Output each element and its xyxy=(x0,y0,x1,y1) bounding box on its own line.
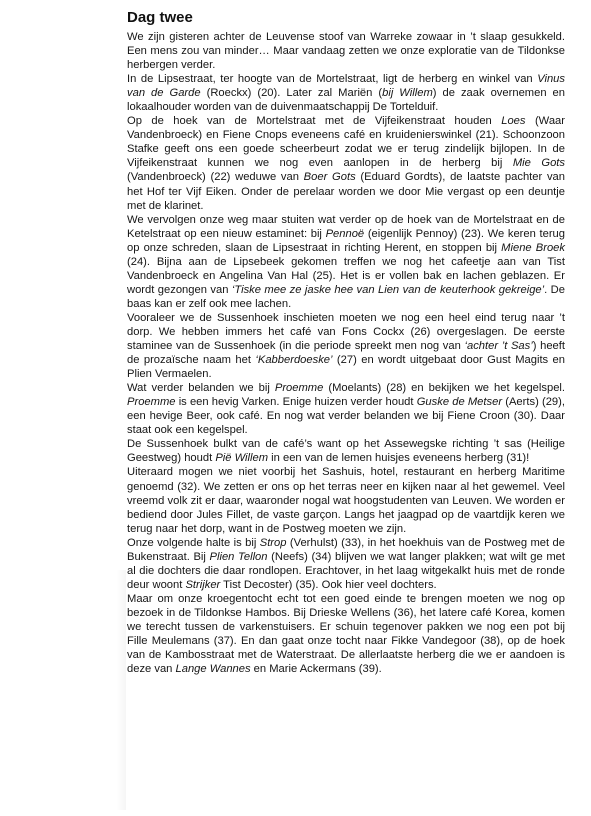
text-run: (24). Bijna aan de Lipsebeek gekomen treffen we nog het cafeetje aan van Tist Vandenbroeck en Angelina Van Hal (25). Het is er vollen bak en lachen geblazen. Er wordt gezongen van xyxy=(127,255,565,296)
text-run: (Vandenbroeck) (22) weduwe van xyxy=(127,171,304,184)
text-run: (Eduard Gordts), de laatste pachter van het Hof ter Vijf Eiken. Onder de perelaar worden we door Mie vergast op een deuntje met de klarinet. xyxy=(127,171,566,212)
italic-text-run: bij Willem xyxy=(382,87,433,100)
text-run: (eigenlijk Pennoy) (23). We keren terug op onze schreden, slaan de Lipsestraat in richting Herent, en stoppen bij xyxy=(127,227,565,254)
text-run: (27) en wordt uitgebaat door Gust Magits en Plien Vermaelen. xyxy=(127,354,566,381)
italic-text-run: Boer Gots xyxy=(303,171,356,184)
text-run: ) de zaak overnemen en lokaalhouder worden van de duivenmaatschappij De Tortelduif. xyxy=(127,87,565,114)
text-run: Tist Decoster) (35). Ook hier veel dochters. xyxy=(220,578,437,591)
paragraph xyxy=(127,213,565,311)
paragraph xyxy=(127,536,565,592)
paragraph xyxy=(127,30,565,72)
text-run: We vervolgen onze weg maar stuiten wat verder op de hoek van de Mortelstraat en de Ketelstraat op een nieuw estaminet: bij xyxy=(127,213,565,240)
text-run: Wat verder belanden we bij xyxy=(127,382,275,395)
paragraph xyxy=(127,114,565,212)
text-run: (Roeckx) (20). Later zal Mariën ( xyxy=(200,87,383,100)
italic-text-run: Proemme xyxy=(127,396,176,409)
text-run: Onze volgende halte is bij xyxy=(127,536,260,549)
text-run: (Neefs) (34) blijven we wat langer plakken; wat wilt ge met al die dochters die daar rondlopen. Erachtover, in het laag witgekalkt huis met de ronde deur woont xyxy=(127,550,565,591)
paragraph xyxy=(127,437,565,465)
italic-text-run: Pennoë xyxy=(325,227,365,240)
text-run: en Marie Ackermans (39). xyxy=(250,663,382,676)
paragraph xyxy=(127,592,565,676)
italic-text-run: Proemme xyxy=(274,382,324,395)
text-run: (Verhulst) (33), in het hoekhuis van de Postweg met de Bukenstraat. Bij xyxy=(127,536,565,563)
text-run: is een hevig Varken. Enige huizen verder houdt xyxy=(175,396,417,409)
italic-text-run: ‘achter ’t Sas’ xyxy=(464,340,533,353)
paragraph xyxy=(127,381,565,437)
text-run: . De baas kan er zelf ook mee lachen. xyxy=(127,283,565,310)
text-run: De Sussenhoek bulkt van de café’s want op het Assewegske richting ’t sas (Heilige Geestweg) houdt xyxy=(127,438,565,465)
italic-text-run: Vinus van de Garde xyxy=(127,73,565,100)
italic-text-run: Plien Tellon xyxy=(209,550,268,563)
scan-edge-shadow xyxy=(116,570,126,810)
text-run: In de Lipsestraat, ter hoogte van de Mortelstraat, ligt de herberg en winkel van xyxy=(127,73,538,86)
italic-text-run: Strijker xyxy=(185,578,221,591)
paragraph xyxy=(127,465,565,535)
text-run: in een van de lemen huisjes eveneens herberg (31)! xyxy=(268,452,530,465)
text-run: (Moelants) (28) en bekijken we het kegelspel. xyxy=(323,382,566,395)
italic-text-run: Mie Gots xyxy=(512,157,565,170)
italic-text-run: ‘Kabberdoeske’ xyxy=(255,354,333,367)
italic-text-run: Miene Broek xyxy=(501,241,565,254)
italic-text-run: ‘Tiske mee ze jaske hee van Lien van de keuterhook gekreige’ xyxy=(231,283,545,296)
italic-text-run: Guske de Metser xyxy=(416,396,503,409)
italic-text-run: Strop xyxy=(259,536,287,549)
text-run: We zijn gisteren achter de Leuvense stoof van Warreke zowaar in ’t slaap gesukkeld. Een mens zou van minder… Maar vandaag zetten we onze exploratie van de Tildonkse herbergen verder. xyxy=(127,31,565,72)
italic-text-run: Lange Wannes xyxy=(175,663,251,676)
italic-text-run: Loes xyxy=(501,115,526,128)
text-run: Maar om onze kroegentocht echt tot een goed einde te brengen moeten we nog op bezoek in de Tildonkse Hambos. Bij Drieske Wellens (36), het latere café Korea, komen we terecht tussen de varkenstuisers. Er schuin tegenover pakken we nog een pot bij Fille Meulemans (37). En dan gaat onze tocht naar Fikke Vandegoor (38), op de hoek van de Kambosstraat met de Waterstraat. De allerlaatste herberg die we er aandoen is deze van xyxy=(127,592,565,676)
paragraph xyxy=(127,72,565,114)
text-run: (Waar Vandenbroeck) en Fiene Cnops eveneens café en kruidenierswinkel (21). Schoonzoon Stafke geeft ons een goede scheerbeurt zodat we er terug zindelijk bijlopen. In de Vijfeikenstraat kunnen we nog even aanlopen in de herberg bij xyxy=(127,115,565,170)
paragraph xyxy=(127,311,565,381)
text-run: Uiteraard mogen we niet voorbij het Sashuis, hotel, restaurant en herberg Maritime genoemd (32). We zetten er ons op het terras neer en kijken naar al het gewemel. Veel vreemd volk zit er daar, waaronder nogal wat hoogstudenten van Leuven. We worden er bediend door Jules Fillet, de vaste garçon. Langs het jaagpad op de vaartdijk keren we terug naar het dorp, want in de Postweg moeten we zijn. xyxy=(127,466,565,535)
text-run: Vooraleer we de Sussenhoek inschieten moeten we nog een heel eind terug naar ’t dorp. We hebben immers het café van Fons Cockx (26) overgeslagen. De eerste staminee van de Sussenhoek (in die periode spreekt men nog van xyxy=(127,311,565,353)
text-run: Op de hoek van de Mortelstraat met de Vijfeikenstraat houden xyxy=(127,115,502,128)
text-run: (Aerts) (29), een hevige Beer, ook café. En nog wat verder belanden we bij Fiene Croon (30). Daar staat ook een kegelspel. xyxy=(127,396,565,437)
text-run: ) heeft de prozaïsche naam het xyxy=(127,340,565,367)
page-title: Dag twee xyxy=(127,9,193,26)
article-body xyxy=(127,30,565,676)
italic-text-run: Pië Willem xyxy=(215,452,269,465)
